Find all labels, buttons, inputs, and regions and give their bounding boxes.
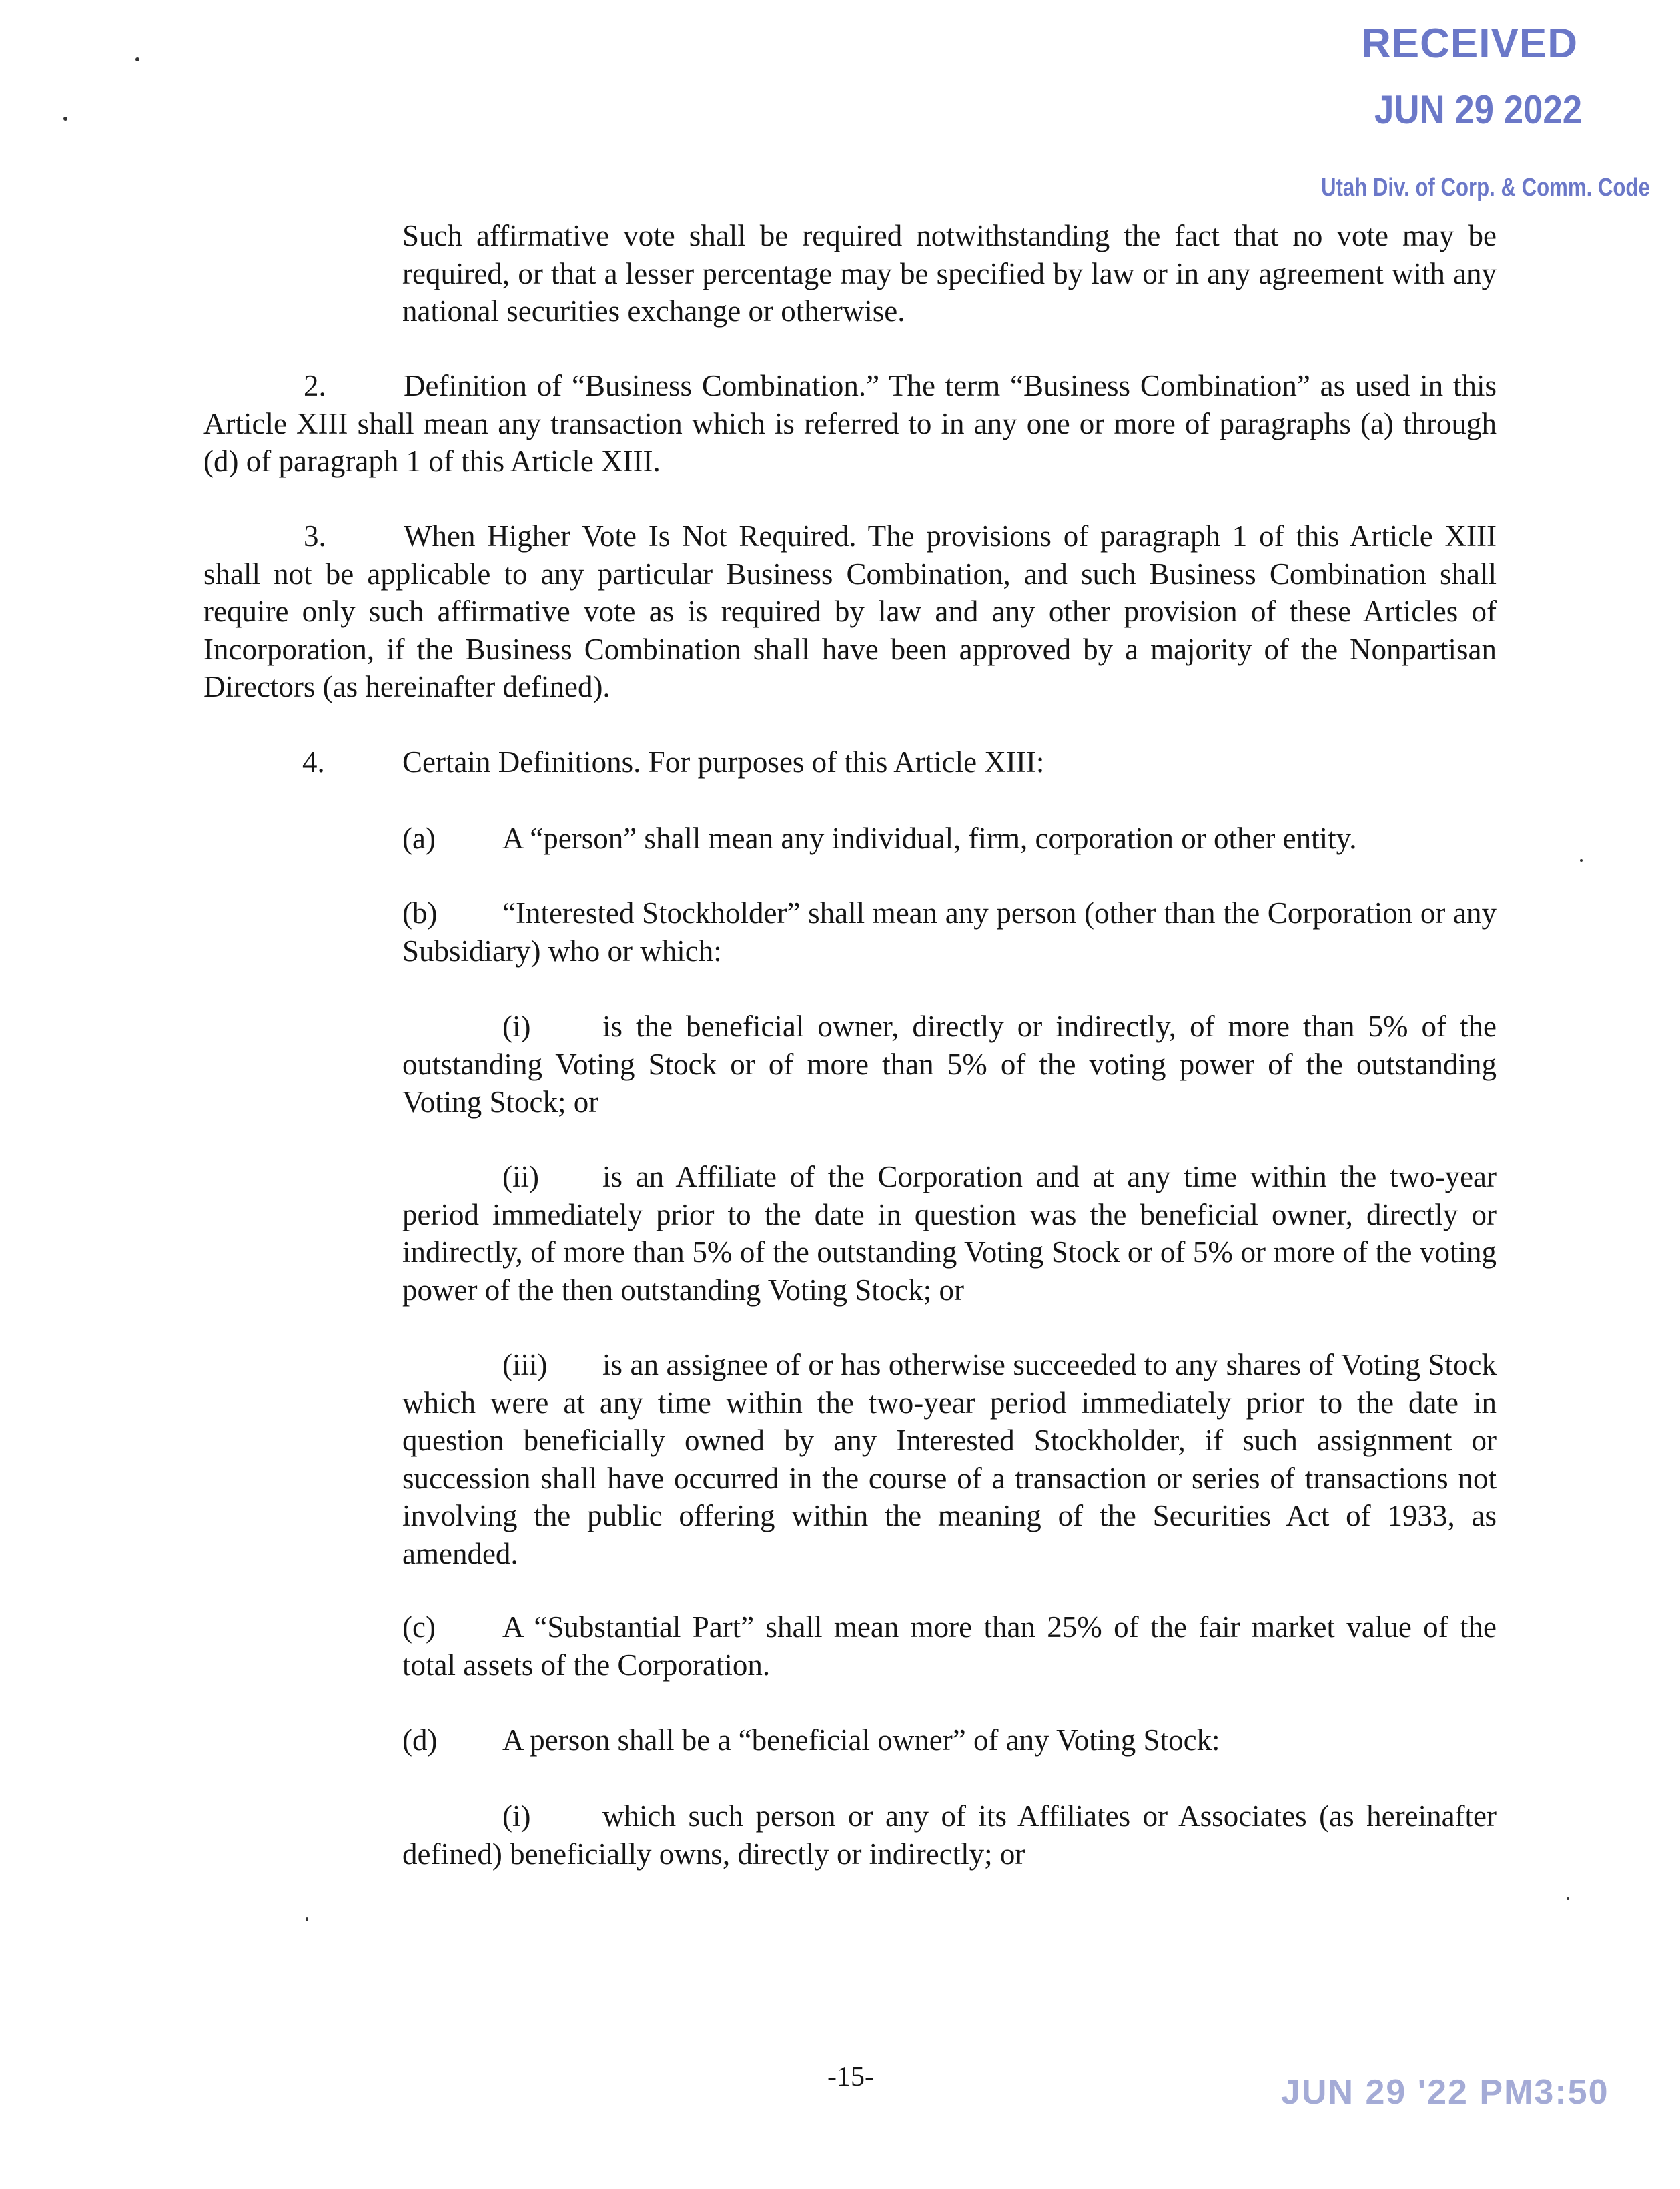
subsection-c [402, 1608, 1497, 1684]
section-number: 3. [304, 519, 326, 553]
received-stamp: RECEIVED [1361, 21, 1578, 67]
clause-number: (iii) [502, 1348, 548, 1381]
subsection-number: (c) [402, 1610, 436, 1644]
subsection-b-ii [402, 1158, 1497, 1309]
clause-number: (i) [502, 1799, 531, 1833]
agency-stamp: Utah Div. of Corp. & Comm. Code [1321, 174, 1650, 202]
subsection-d-i [402, 1797, 1497, 1873]
subsection-number: (a) [402, 822, 436, 855]
subsection-b [402, 894, 1497, 970]
received-date-stamp: JUN 29 2022 [1374, 87, 1583, 132]
subsection-b-ii-text: is an Affiliate of the Corporation and at any time within the two-year period immediately prior to the date in question was the beneficial owner, directly or indirectly, of more than 5% of the outstanding Voting Stock or of 5% or more of the voting power of the then outstanding Voting Stock; or [402, 1160, 1497, 1307]
scan-speck [306, 1917, 308, 1921]
subsection-c-text: A “Substantial Part” shall mean more than 25% of the fair market value of the total assets of the Corporation. [402, 1610, 1497, 1682]
scan-speck [1580, 859, 1583, 862]
time-stamp: JUN 29 '22 PM3:50 [1281, 2073, 1609, 2112]
section-2 [203, 367, 1497, 481]
subsection-number: (d) [402, 1723, 438, 1757]
subsection-number: (b) [402, 896, 438, 930]
scan-speck [135, 57, 139, 61]
section-number: 4. [302, 745, 325, 779]
subsection-a-text: A “person” shall mean any individual, firm, corporation or other entity. [502, 822, 1357, 855]
section-number: 2. [304, 369, 326, 402]
section-4-text: Certain Definitions. For purposes of this Article XIII: [402, 745, 1045, 779]
clause-number: (ii) [502, 1160, 539, 1193]
subsection-b-iii-text: is an assignee of or has otherwise succeeded to any shares of Voting Stock which were at any time within the two-year period immediately prior to the date in question beneficially owned by any Interested Stockholder, if such assignment or succession shall have occurred in the course of a transaction or series of transactions not involving the public offering within the meaning of the Securities Act of 1933, as amended. [402, 1348, 1497, 1570]
section-4 [302, 743, 1497, 781]
intro-paragraph [402, 217, 1497, 330]
subsection-b-iii [402, 1346, 1497, 1572]
clause-number: (i) [502, 1010, 531, 1043]
page-number: -15- [827, 2062, 874, 2092]
subsection-b-i [402, 1008, 1497, 1121]
section-3 [203, 517, 1497, 706]
subsection-d-text: A person shall be a “beneficial owner” of any Voting Stock: [502, 1723, 1220, 1757]
section-3-text: When Higher Vote Is Not Required. The provisions of paragraph 1 of this Article XIII shall not be applicable to any particular Business Combination, and such Business Combination shall require only such affirmative vote as is required by law and any other provision of these Articles of Incorporation, if the Business Combination shall have been approved by a majority of the Nonpartisan Directors (as hereinafter defined). [203, 519, 1497, 703]
scan-speck [63, 117, 67, 121]
subsection-d [402, 1721, 1497, 1759]
subsection-b-i-text: is the beneficial owner, directly or indirectly, of more than 5% of the outstanding Voting Stock or of more than 5% of the voting power of the outstanding Voting Stock; or [402, 1010, 1497, 1119]
section-2-text: Definition of “Business Combination.” The term “Business Combination” as used in this Article XIII shall mean any transaction which is referred to in any one or more of paragraphs (a) through (d) of paragraph 1 of this Article XIII. [203, 369, 1497, 478]
subsection-a [402, 820, 1497, 858]
subsection-b-text: “Interested Stockholder” shall mean any person (other than the Corporation or any Subsidiary) who or which: [402, 896, 1497, 968]
intro-text: Such affirmative vote shall be required notwithstanding the fact that no vote may be required, or that a lesser percentage may be specified by law or in any agreement with any national securities exchange or otherwise. [402, 219, 1497, 328]
scan-speck [1567, 1897, 1569, 1900]
subsection-d-i-text: which such person or any of its Affiliates or Associates (as hereinafter defined) beneficially owns, directly or indirectly; or [402, 1799, 1497, 1871]
